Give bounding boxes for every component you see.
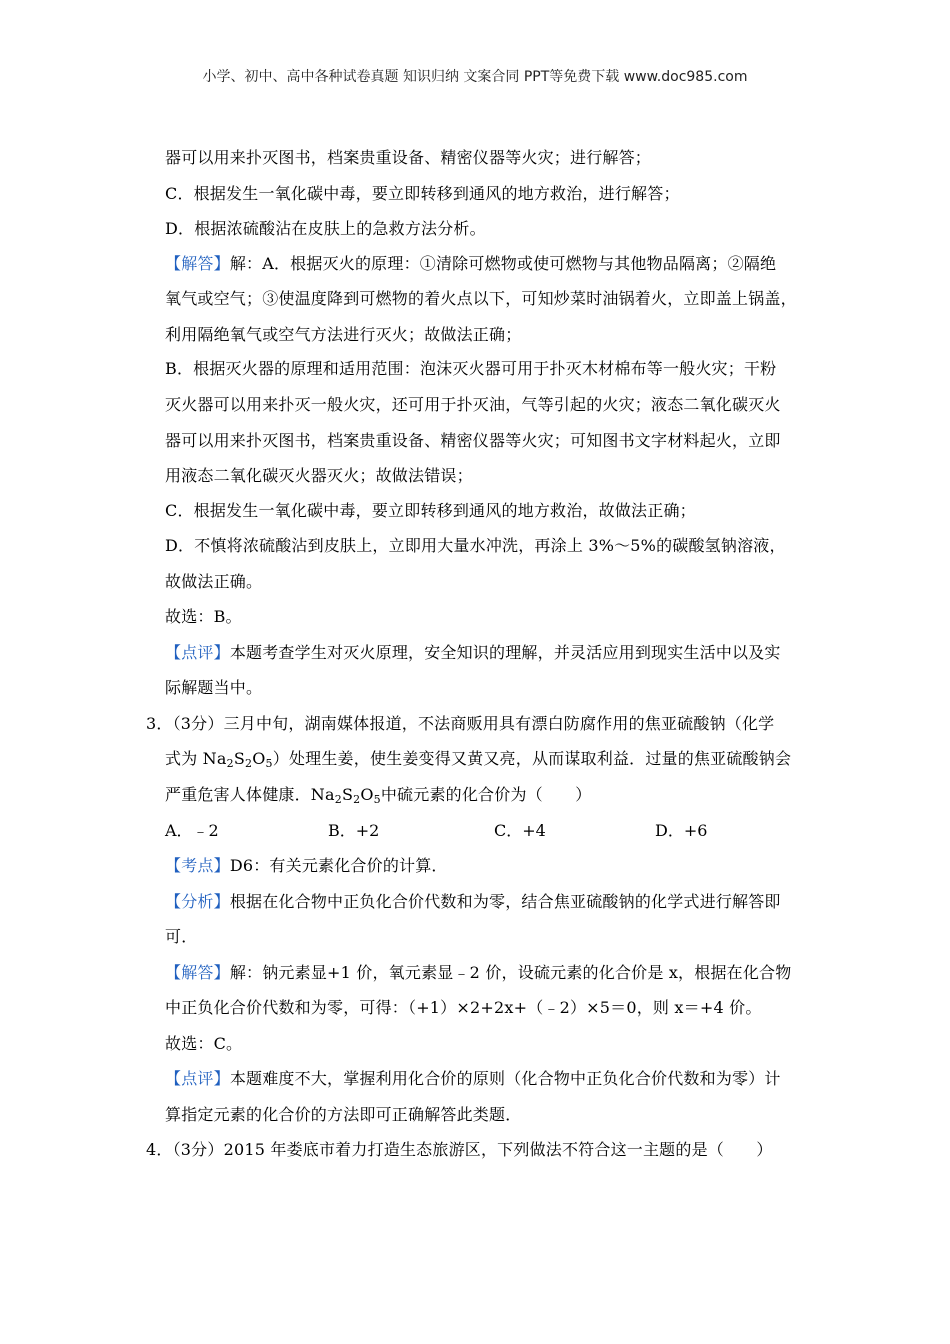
text-line: D．不慎将浓硫酸沾到皮肤上，立即用大量水冲洗，再涂上 3%～5%的碳酸氢钠溶液， — [165, 536, 786, 555]
question-3: 3．（3分）三月中旬，湖南媒体报道，不法商贩用具有漂白防腐作用的焦亚硫酸钠（化学 — [146, 714, 775, 733]
option-a: A．﹣2 — [165, 821, 219, 840]
text-line: C．根据发生一氧化碳中毒，要立即转移到通风的地方救治，进行解答； — [165, 184, 680, 203]
text-line: B．根据灭火器的原理和适用范围：泡沫灭火器可用于扑灭木材棉布等一般火灾；干粉 — [165, 359, 777, 378]
question-4: 4．（3分）2015 年娄底市着力打造生态旅游区，下列做法不符合这一主题的是（ ） — [146, 1140, 773, 1159]
answer-line: 故选：C。 — [165, 1034, 243, 1053]
text-line: 用液态二氧化碳灭火器灭火；故做法错误； — [165, 466, 473, 485]
text-line: 故选：B。 — [165, 607, 242, 626]
option-b: B．+2 — [328, 821, 380, 840]
option-d: D．+6 — [655, 821, 708, 840]
tag-jieda: 【解答】 — [165, 254, 230, 273]
question-3-line: 式为 $Na_2S_2O_5$）处理生姜，使生姜变得又黄又亮，从而谋取利益．过量的焦亚硫酸钠会 — [165, 749, 792, 770]
text-line: 际解题当中。 — [165, 678, 263, 697]
question-number: 4． — [146, 1140, 173, 1159]
tag-kaodian: 【考点】 — [165, 856, 230, 875]
tag-dianping: 【点评】 — [165, 643, 230, 662]
page-header: 小学、初中、高中各种试卷真题 知识归纳 文案合同 PPT等免费下载 www.doc985.com — [202, 69, 748, 85]
dianping-line: 【点评】本题难度不大，掌握利用化合价的原则（化合物中正负化合价代数和为零）计 — [165, 1069, 781, 1088]
text-line: 【解答】解：A．根据灭火的原理：①清除可燃物或使可燃物与其他物品隔离；②隔绝 — [165, 254, 777, 273]
kaodian-line: 【考点】D6：有关元素化合价的计算． — [165, 856, 448, 875]
text-line: C．根据发生一氧化碳中毒，要立即转移到通风的地方救治，故做法正确； — [165, 501, 696, 520]
text-line: 灭火器可以用来扑灭一般火灾，还可用于扑灭油，气等引起的火灾；液态二氧化碳灭火 — [165, 395, 781, 414]
option-c: C．+4 — [494, 821, 546, 840]
text-line: 可． — [165, 927, 198, 946]
text-line: 中正负化合价代数和为零，可得：（+1）×2+2x+（﹣2）×5＝0，则 x＝+4 价。 — [165, 998, 762, 1017]
jieda-line: 【解答】解：钠元素显+1 价，氧元素显﹣2 价，设硫元素的化合价是 x，根据在化合物 — [165, 963, 792, 982]
tag-fenxi: 【分析】 — [165, 892, 230, 911]
text-line: 器可以用来扑灭图书，档案贵重设备、精密仪器等火灾；进行解答； — [165, 148, 652, 167]
text-line: 氧气或空气；③使温度降到可燃物的着火点以下，可知炒菜时油锅着火，立即盖上锅盖， — [165, 289, 797, 308]
tag-jieda: 【解答】 — [165, 963, 230, 982]
text-line: 【点评】本题考查学生对灭火原理，安全知识的理解，并灵活应用到现实生活中以及实 — [165, 643, 781, 662]
text-line: 利用隔绝氧气或空气方法进行灭火；故做法正确； — [165, 325, 522, 344]
text-line: 器可以用来扑灭图书，档案贵重设备、精密仪器等火灾；可知图书文字材料起火，立即 — [165, 431, 781, 450]
fenxi-line: 【分析】根据在化合物中正负化合价代数和为零，结合焦亚硫酸钠的化学式进行解答即 — [165, 892, 781, 911]
question-3-line: 严重危害人体健康．$Na_2S_2O_5$中硫元素的化合价为（ ） — [165, 785, 592, 806]
question-number: 3． — [146, 714, 173, 733]
text-line: D．根据浓硫酸沾在皮肤上的急救方法分析。 — [165, 219, 486, 238]
text-line: 故做法正确。 — [165, 572, 263, 591]
text-line: 算指定元素的化合价的方法即可正确解答此类题． — [165, 1105, 522, 1124]
tag-dianping: 【点评】 — [165, 1069, 230, 1088]
